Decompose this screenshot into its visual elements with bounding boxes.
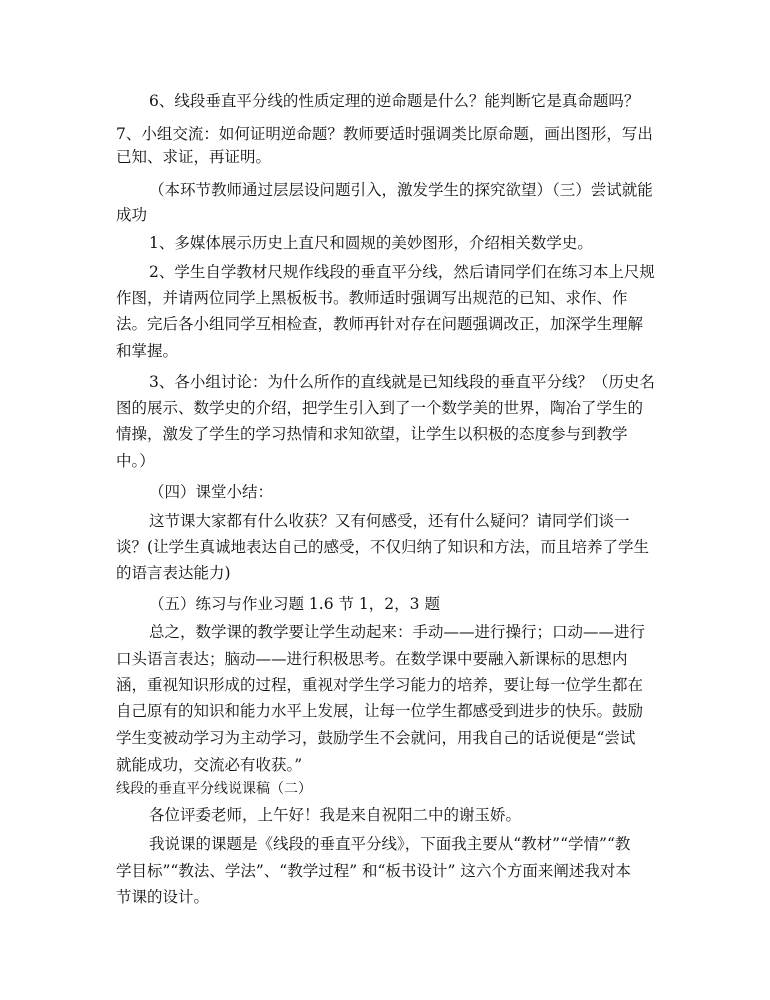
text-line: 已知、求证，再证明。 [116,148,272,166]
text-line: 1、多媒体展示历史上直尺和圆规的美妙图形，介绍相关数学史。 [149,234,593,252]
text-line: 中。） [116,452,155,470]
text-line: 学目标”“教法、学法”、“教学过程” 和“板书设计” 这六个方面来阐述我对本 [116,862,631,880]
text-line: 就能成功，交流必有收获。” [116,756,303,774]
text-line: 6、线段垂直平分线的性质定理的逆命题是什么？能判断它是真命题吗？ [149,92,640,110]
text-line: 2、学生自学教材尺规作线段的垂直平分线，然后请同学们在练习本上尺规 [149,263,655,281]
document-subtitle: 线段的垂直平分线说课稿（二） [116,781,312,797]
text-line: 口头语言表达；脑动——进行积极思考。在数学课中要融入新课标的思想内 [116,650,628,668]
section-heading: （五）练习与作业习题 1.6 节 1，2，3 题 [149,595,440,613]
section-heading: （四）课堂小结： [149,483,274,501]
text-line: 学生变被动学习为主动学习，鼓励学生不会就问，用我自己的话说便是“尝试 [116,729,636,747]
text-line: 成功 [116,206,148,224]
text-line: 各位评委老师，上午好！我是来自祝阳二中的谢玉娇。 [149,806,522,824]
text-line: 涵，重视知识形成的过程，重视对学生学习能力的培养，要让每一位学生都在 [116,676,644,694]
text-line: 的语言表达能力) [116,564,231,582]
text-line: 作图，并请两位同学上黑板板书。教师适时强调写出规范的已知、求作、作 [116,289,628,307]
text-line: 3、各小组讨论：为什么所作的直线就是已知线段的垂直平分线？（历史名 [149,373,655,391]
text-line: 自己原有的知识和能力水平上发展，让每一位学生都感受到进步的快乐。鼓励 [116,702,644,720]
text-line: 图的展示、数学史的介绍，把学生引入到了一个数学美的世界，陶冶了学生的 [116,399,644,417]
text-line: 法。完后各小组同学互相检查，教师再针对存在问题强调改正，加深学生理解 [116,315,644,333]
text-line: 节课的设计。 [116,888,210,906]
text-line: 这节课大家都有什么收获？又有何感受，还有什么疑问？请同学们谈一 [149,512,630,530]
text-line: 情操，激发了学生的学习热情和求知欲望，让学生以积极的态度参与到教学 [116,425,628,443]
text-line: 我说课的课题是《线段的垂直平分线》，下面我主要从“教材”“学情”“教 [149,835,631,853]
text-line: 谈？(让学生真诚地表达自己的感受，不仅归纳了知识和方法，而且培养了学生 [116,538,650,556]
text-line: 7、小组交流：如何证明逆命题？教师要适时强调类比原命题，画出图形，写出 [116,125,653,143]
text-line: 总之，数学课的教学要让学生动起来：手动——进行操行；口动——进行 [149,623,646,641]
text-line: （本环节教师通过层层设问题引入，激发学生的探究欲望）（三）尝试就能 [149,181,653,199]
text-line: 和掌握。 [116,342,179,360]
